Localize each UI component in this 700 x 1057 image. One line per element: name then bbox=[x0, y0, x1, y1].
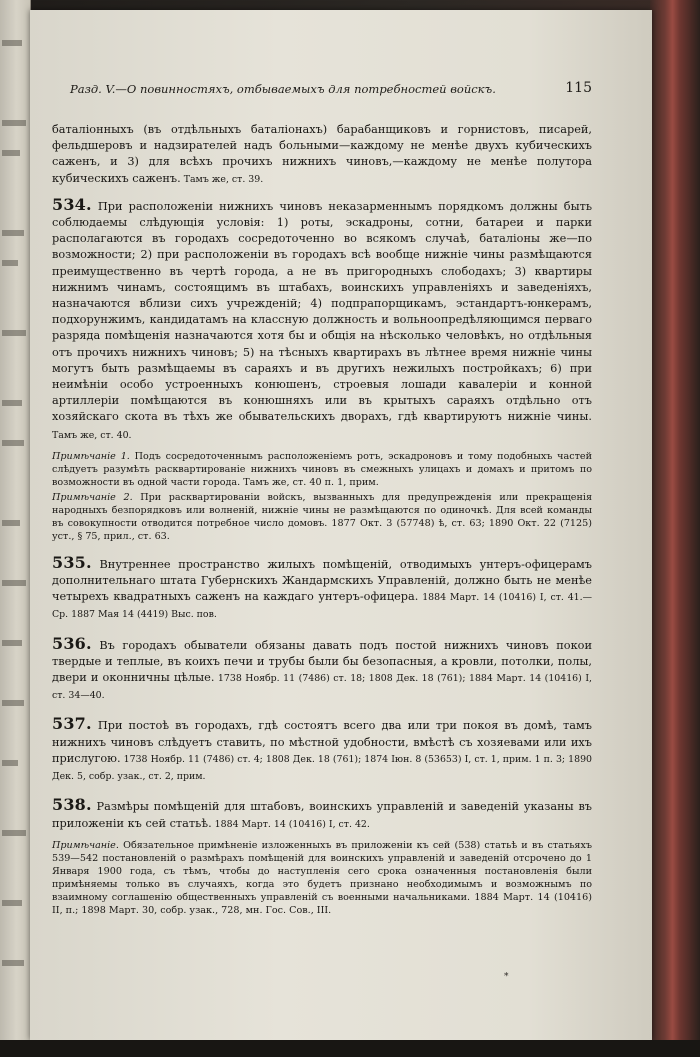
article-535 bbox=[52, 552, 593, 624]
note-text: При расквартированіи войскъ, вызванныхъ для предупрежденія или прекращенія народныхъ безпорядковъ или волненій, нижніе чины не размѣщаются по одиночкѣ. Для всей команды въ совокупности отводится потребное число домовъ. 1877 Окт. 3 (57748) ѣ, ст. 63; 1890 Окт. 22 (7125) уст., § 75, прил., ст. 63. bbox=[52, 491, 593, 542]
previous-page-edge bbox=[0, 0, 31, 1057]
note-label: Примѣчаніе 2. bbox=[52, 491, 133, 503]
page-header bbox=[70, 82, 592, 96]
article-538-paragraph bbox=[52, 797, 592, 832]
article-text: Въ городахъ обыватели обязаны давать подъ постой нижнихъ чиновъ покои твердые и теплые, въ коихъ печи и трубы были бы безопасныя, а кровли, потолки, полы, двери и оконничны цѣлые. bbox=[52, 638, 592, 685]
page-body bbox=[52, 122, 592, 917]
article-ref: 1738 Ноябр. 11 (7486) ст. 18; 1808 Дек. 18 (761); 1884 Март. 14 (10416) I, ст. 34—40. bbox=[52, 673, 592, 702]
photo-bottom-shadow bbox=[0, 1040, 700, 1057]
article-536 bbox=[52, 633, 592, 705]
note-label: Примѣчаніе. bbox=[52, 839, 119, 851]
page-number: 115 bbox=[565, 80, 592, 96]
article-ref: Тамъ же, ст. 40. bbox=[52, 429, 132, 441]
article-text: Размѣры помѣщеній для штабовъ, воинскихъ управленій и заведеній указаны въ приложеніи къ сей статьѣ. bbox=[52, 800, 592, 830]
note-text: Обязательное примѣненіе изложенныхъ въ приложеніи къ сей (538) статьѣ и въ статьяхъ 539—542 постановленій о размѣрахъ помѣщеній для воинскихъ управленій и заведеній отсрочено до 1 Января 1900 года, съ тѣмъ, чтобы до наступленія сего срока означенныя постановленія были примѣняемы только въ случаяхъ, когда это будетъ признано необходимымъ и возможнымъ по взаимному соглашенію общественныхъ управленій съ военными начальниками. 1884 Март. 14 (10416) II, п.; 1898 Март. 30, собр. узак., 728, мн. Гос. Сов., III. bbox=[52, 839, 592, 916]
article-number: 535. bbox=[52, 552, 92, 572]
intro-text: баталіонныхъ (въ отдѣльныхъ баталіонахъ) барабанщиковъ и горнистовъ, писарей, фельдшеровъ и надзирателей надъ больными—каждому не менѣе двухъ кубическихъ саженъ, и 3) для всѣхъ прочихъ нижнихъ чиновъ,—каждому не менѣе полутора кубическихъ саженъ. bbox=[52, 123, 592, 185]
article-534-paragraph bbox=[52, 194, 592, 444]
note-label: Примѣчаніе 1. bbox=[52, 450, 130, 462]
article-number: 536. bbox=[52, 633, 92, 653]
article-ref: 1738 Ноябр. 11 (7486) ст. 4; 1808 Дек. 18 (761); 1874 Іюн. 8 (53653) I, ст. 1, прим. 1 п. 3; 1890 Дек. 5, собр. узак., ст. 2, прим. bbox=[52, 753, 592, 783]
article-number: 537. bbox=[52, 714, 92, 734]
footer-mark: * bbox=[504, 972, 509, 982]
intro-paragraph bbox=[52, 122, 592, 188]
article-538 bbox=[52, 797, 592, 916]
running-title: Разд. V.—О повинностяхъ, отбываемыхъ для потребностей войскъ. bbox=[70, 82, 496, 96]
note-text: Подъ сосредоточеннымъ расположеніемъ ротъ, эскадроновъ и тому подобныхъ частей слѣдуетъ разумѣть расквартированіе нижнихъ чиновъ въ смежныхъ улицахъ и домахъ и притомъ по возможности въ одной части города. Тамъ же, ст. 40 п. 1, прим. bbox=[52, 450, 592, 488]
article-number: 538. bbox=[52, 795, 92, 815]
article-number: 534. bbox=[52, 194, 92, 214]
article-537-paragraph bbox=[52, 716, 592, 785]
article-text: При расположеніи нижнихъ чиновъ неказарменнымъ порядкомъ должны быть соблюдаемы слѣдующія условія: 1) роты, эскадроны, сотни, батареи и парки располагаются въ городахъ сосредоточенно во всякомъ случаѣ, баталіоны же—по возможности; 2) при расположеніи въ городахъ всѣ вообще нижніе чины размѣщаются преимущественно въ чертѣ города, а не въ пригородныхъ слободахъ; 3) квартиры нижнимъ чинамъ, состоящимъ въ штабахъ, воинскихъ управленіяхъ и заведеніяхъ, назначаются вблизи сихъ учрежденій; 4) подпрапорщикамъ, эстандартъ-юнкерамъ, подхорунжимъ, кандидатамъ на классную должность и вольноопредѣляющимся перваго разряда помѣщенія назначаются хотя бы и общія на нѣсколько человѣкъ, но отдѣльныя отъ прочихъ нижнихъ чиновъ; 5) на тѣсныхъ квартирахъ въ лѣтнее время нижніе чины могутъ быть размѣщаемы въ сараяхъ и въ другихъ нежилыхъ постройкахъ; 6) при неимѣніи особо устроенныхъ конюшенъ, строевыя лошади кавалеріи и конной артиллеріи помѣщаются въ конюшняхъ или въ крытыхъ сараяхъ отдѣльно отъ хозяйскаго скота въ тѣхъ же обывательскихъ дворахъ, гдѣ квартируютъ нижніе чины. bbox=[52, 199, 592, 424]
article-534-note-1 bbox=[52, 450, 592, 489]
article-text: При постоѣ въ городахъ, гдѣ состоятъ всего два или три покоя въ домѣ, тамъ нижнихъ чиновъ слѣдуетъ ставить, по мѣстной удобности, вмѣстѣ съ хозяевами или ихъ прислугою. bbox=[52, 719, 592, 765]
article-537 bbox=[52, 716, 592, 785]
article-text: Внутреннее пространство жилыхъ помѣщеній, отводимыхъ унтеръ-офицерамъ дополнительнаго штата Губернскихъ Жандармскихъ Управленій, должно быть не менѣе четырехъ квадратныхъ саженъ на каждаго унтеръ-офицера. bbox=[52, 557, 592, 604]
book-page bbox=[30, 10, 652, 1040]
article-ref: 1884 Март. 14 (10416) I, ст. 41.—Ср. 1887 Мая 14 (4419) Выс. пов. bbox=[52, 592, 593, 621]
article-ref: 1884 Март. 14 (10416) I, ст. 42. bbox=[211, 818, 370, 830]
article-538-note bbox=[52, 839, 592, 917]
article-536-paragraph bbox=[52, 633, 592, 705]
intro-ref: Тамъ же, ст. 39. bbox=[180, 173, 264, 185]
article-534 bbox=[52, 194, 593, 543]
article-535-paragraph bbox=[52, 552, 593, 624]
book-cover-edge bbox=[650, 0, 700, 1057]
article-534-note-2 bbox=[52, 491, 592, 543]
